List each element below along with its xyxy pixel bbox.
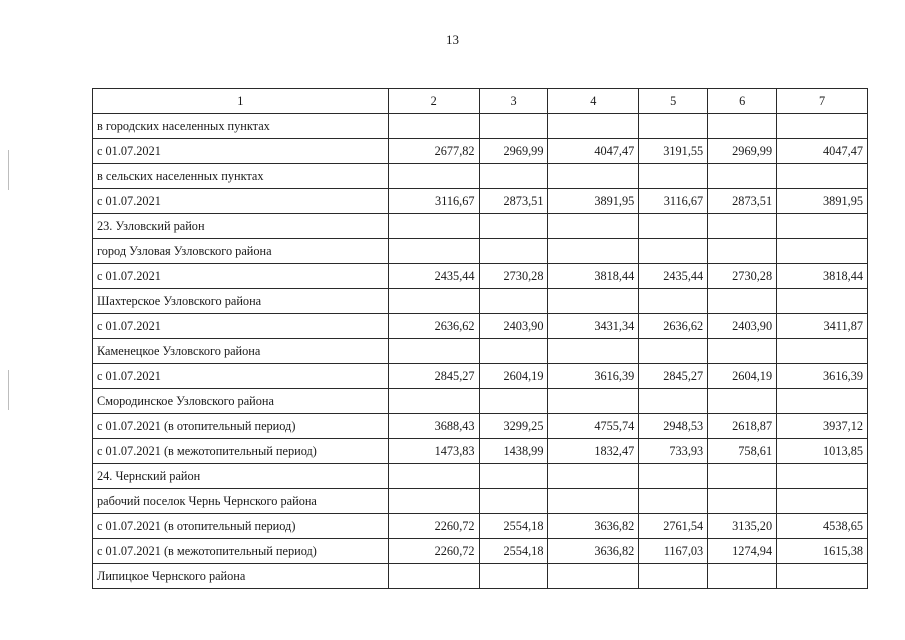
value-cell-col-3 (479, 389, 548, 414)
value-cell-col-2 (388, 164, 479, 189)
value-cell-col-6: 2873,51 (708, 189, 777, 214)
value-cell-col-2 (388, 564, 479, 589)
tariff-table (92, 88, 868, 589)
value-cell-col-5: 3191,55 (639, 139, 708, 164)
value-cell-col-3: 1438,99 (479, 439, 548, 464)
value-cell-col-2: 2677,82 (388, 139, 479, 164)
row-label: в городских населенных пунктах (93, 114, 389, 139)
value-cell-col-4: 3891,95 (548, 189, 639, 214)
row-label: с 01.07.2021 (в межотопительный период) (93, 539, 389, 564)
value-cell-col-6 (708, 389, 777, 414)
value-cell-col-5 (639, 114, 708, 139)
table-row (93, 564, 868, 589)
value-cell-col-2 (388, 489, 479, 514)
value-cell-col-4 (548, 289, 639, 314)
header-cell-7: 7 (777, 89, 868, 114)
value-cell-col-7: 4047,47 (777, 139, 868, 164)
value-cell-col-4: 3431,34 (548, 314, 639, 339)
row-label: с 01.07.2021 (в отопительный период) (93, 514, 389, 539)
value-cell-col-4: 1832,47 (548, 439, 639, 464)
table-row (93, 514, 868, 539)
value-cell-col-3: 2403,90 (479, 314, 548, 339)
value-cell-col-5 (639, 289, 708, 314)
value-cell-col-3 (479, 214, 548, 239)
value-cell-col-5 (639, 464, 708, 489)
value-cell-col-4: 4755,74 (548, 414, 639, 439)
table-row (93, 414, 868, 439)
row-label: с 01.07.2021 (93, 139, 389, 164)
value-cell-col-2: 3688,43 (388, 414, 479, 439)
value-cell-col-6: 2403,90 (708, 314, 777, 339)
value-cell-col-6: 758,61 (708, 439, 777, 464)
header-row (93, 89, 868, 114)
row-label: Каменецкое Узловского района (93, 339, 389, 364)
value-cell-col-7 (777, 114, 868, 139)
table-row (93, 164, 868, 189)
table-row (93, 264, 868, 289)
value-cell-col-7 (777, 214, 868, 239)
value-cell-col-5 (639, 214, 708, 239)
value-cell-col-7: 1615,38 (777, 539, 868, 564)
value-cell-col-3: 2969,99 (479, 139, 548, 164)
table-row (93, 214, 868, 239)
value-cell-col-5: 2636,62 (639, 314, 708, 339)
value-cell-col-6 (708, 214, 777, 239)
row-label: Липицкое Чернского района (93, 564, 389, 589)
table-row (93, 364, 868, 389)
value-cell-col-3: 2554,18 (479, 514, 548, 539)
value-cell-col-2 (388, 464, 479, 489)
value-cell-col-4 (548, 114, 639, 139)
value-cell-col-6 (708, 289, 777, 314)
table-row (93, 314, 868, 339)
value-cell-col-5 (639, 489, 708, 514)
table-row (93, 389, 868, 414)
margin-mark-bottom (8, 370, 9, 410)
value-cell-col-2 (388, 214, 479, 239)
value-cell-col-2 (388, 239, 479, 264)
value-cell-col-7: 1013,85 (777, 439, 868, 464)
value-cell-col-3: 2873,51 (479, 189, 548, 214)
value-cell-col-7: 3411,87 (777, 314, 868, 339)
value-cell-col-2: 2845,27 (388, 364, 479, 389)
value-cell-col-4: 4047,47 (548, 139, 639, 164)
table-row (93, 139, 868, 164)
value-cell-col-6 (708, 164, 777, 189)
value-cell-col-3 (479, 114, 548, 139)
table-body (93, 114, 868, 589)
value-cell-col-2 (388, 389, 479, 414)
value-cell-col-4 (548, 564, 639, 589)
row-label: с 01.07.2021 (в межотопительный период) (93, 439, 389, 464)
value-cell-col-5: 3116,67 (639, 189, 708, 214)
value-cell-col-7: 3891,95 (777, 189, 868, 214)
value-cell-col-2: 2636,62 (388, 314, 479, 339)
value-cell-col-5: 2948,53 (639, 414, 708, 439)
table-row (93, 464, 868, 489)
value-cell-col-7: 3818,44 (777, 264, 868, 289)
row-label: с 01.07.2021 (в отопительный период) (93, 414, 389, 439)
value-cell-col-7 (777, 289, 868, 314)
header-cell-6: 6 (708, 89, 777, 114)
value-cell-col-4 (548, 389, 639, 414)
value-cell-col-3: 2730,28 (479, 264, 548, 289)
page-number: 13 (446, 32, 459, 47)
value-cell-col-6 (708, 339, 777, 364)
table-row (93, 339, 868, 364)
row-label: 23. Узловский район (93, 214, 389, 239)
value-cell-col-7 (777, 389, 868, 414)
value-cell-col-2: 3116,67 (388, 189, 479, 214)
value-cell-col-6: 2604,19 (708, 364, 777, 389)
value-cell-col-2 (388, 289, 479, 314)
value-cell-col-7 (777, 164, 868, 189)
header-cell-1: 1 (93, 89, 389, 114)
value-cell-col-7 (777, 489, 868, 514)
value-cell-col-2 (388, 114, 479, 139)
value-cell-col-6 (708, 564, 777, 589)
row-label: 24. Чернский район (93, 464, 389, 489)
value-cell-col-6 (708, 464, 777, 489)
row-label: Смородинское Узловского района (93, 389, 389, 414)
value-cell-col-6: 2730,28 (708, 264, 777, 289)
value-cell-col-3 (479, 164, 548, 189)
value-cell-col-5: 2435,44 (639, 264, 708, 289)
value-cell-col-4: 3616,39 (548, 364, 639, 389)
value-cell-col-6 (708, 114, 777, 139)
value-cell-col-5: 733,93 (639, 439, 708, 464)
row-label: в сельских населенных пунктах (93, 164, 389, 189)
value-cell-col-5: 2845,27 (639, 364, 708, 389)
value-cell-col-4: 3818,44 (548, 264, 639, 289)
value-cell-col-4 (548, 339, 639, 364)
value-cell-col-6 (708, 489, 777, 514)
row-label: с 01.07.2021 (93, 364, 389, 389)
value-cell-col-4 (548, 239, 639, 264)
table-row (93, 439, 868, 464)
value-cell-col-3 (479, 564, 548, 589)
table-row (93, 239, 868, 264)
value-cell-col-5: 1167,03 (639, 539, 708, 564)
value-cell-col-7: 3616,39 (777, 364, 868, 389)
header-cell-5: 5 (639, 89, 708, 114)
value-cell-col-4 (548, 464, 639, 489)
value-cell-col-7 (777, 464, 868, 489)
value-cell-col-4 (548, 164, 639, 189)
value-cell-col-7 (777, 339, 868, 364)
value-cell-col-6: 2618,87 (708, 414, 777, 439)
header-cell-2: 2 (388, 89, 479, 114)
value-cell-col-5: 2761,54 (639, 514, 708, 539)
value-cell-col-6 (708, 239, 777, 264)
value-cell-col-2 (388, 339, 479, 364)
value-cell-col-4: 3636,82 (548, 539, 639, 564)
row-label: с 01.07.2021 (93, 189, 389, 214)
value-cell-col-3: 2604,19 (479, 364, 548, 389)
value-cell-col-3 (479, 289, 548, 314)
value-cell-col-4 (548, 489, 639, 514)
table-row (93, 539, 868, 564)
value-cell-col-7: 3937,12 (777, 414, 868, 439)
margin-mark-top (8, 150, 9, 190)
table-row (93, 489, 868, 514)
value-cell-col-2: 2260,72 (388, 539, 479, 564)
value-cell-col-3: 2554,18 (479, 539, 548, 564)
value-cell-col-5 (639, 339, 708, 364)
value-cell-col-3: 3299,25 (479, 414, 548, 439)
row-label: с 01.07.2021 (93, 264, 389, 289)
header-cell-3: 3 (479, 89, 548, 114)
row-label: город Узловая Узловского района (93, 239, 389, 264)
value-cell-col-3 (479, 489, 548, 514)
value-cell-col-6: 3135,20 (708, 514, 777, 539)
value-cell-col-3 (479, 339, 548, 364)
table-row (93, 289, 868, 314)
value-cell-col-5 (639, 239, 708, 264)
value-cell-col-7: 4538,65 (777, 514, 868, 539)
value-cell-col-2: 1473,83 (388, 439, 479, 464)
value-cell-col-5 (639, 389, 708, 414)
value-cell-col-7 (777, 564, 868, 589)
value-cell-col-6: 1274,94 (708, 539, 777, 564)
value-cell-col-5 (639, 564, 708, 589)
table-row (93, 114, 868, 139)
table-row (93, 189, 868, 214)
value-cell-col-3 (479, 239, 548, 264)
value-cell-col-2: 2260,72 (388, 514, 479, 539)
row-label: рабочий поселок Чернь Чернского района (93, 489, 389, 514)
value-cell-col-4: 3636,82 (548, 514, 639, 539)
value-cell-col-5 (639, 164, 708, 189)
value-cell-col-3 (479, 464, 548, 489)
value-cell-col-4 (548, 214, 639, 239)
value-cell-col-7 (777, 239, 868, 264)
row-label: с 01.07.2021 (93, 314, 389, 339)
value-cell-col-6: 2969,99 (708, 139, 777, 164)
value-cell-col-2: 2435,44 (388, 264, 479, 289)
header-cell-4: 4 (548, 89, 639, 114)
row-label: Шахтерское Узловского района (93, 289, 389, 314)
